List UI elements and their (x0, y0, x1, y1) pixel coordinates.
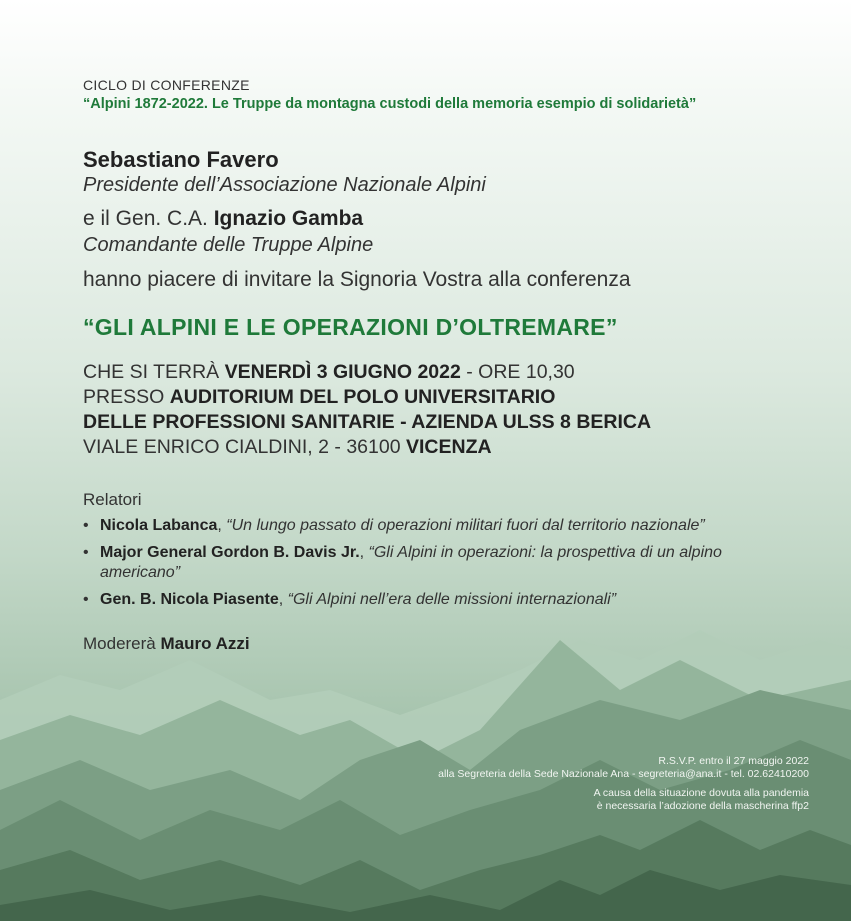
bullet: • (83, 591, 89, 608)
pandemic-note-2: è necessaria l’adozione della mascherina ffp2 (596, 800, 809, 812)
speaker-name: Nicola Labanca (100, 517, 218, 534)
speaker-separator: , (217, 517, 227, 534)
moderator-line (83, 634, 250, 654)
host-role: Presidente dell’Associazione Nazionale Alpini (83, 174, 486, 196)
event-venue-line-1 (83, 385, 651, 410)
speaker-name: Gen. B. Nicola Piasente (100, 591, 279, 608)
cohost-line (83, 207, 363, 231)
pandemic-note-1: A causa della situazione dovuta alla pandemia (593, 787, 809, 799)
event-venue-line-2 (83, 410, 651, 435)
bullet: • (83, 544, 89, 561)
bullet: • (83, 517, 89, 534)
speaker-separator: , (359, 544, 369, 561)
speakers-list (83, 516, 823, 617)
moderator-prefix: Modererà (83, 634, 161, 653)
invite-line: hanno piacere di invitare la Signoria Vostra alla conferenza (83, 268, 631, 291)
speaker-item (83, 543, 760, 583)
speaker-item (83, 590, 823, 610)
speakers-label: Relatori (83, 490, 142, 509)
rsvp-deadline: R.S.V.P. entro il 27 maggio 2022 (658, 755, 809, 767)
date-prefix: CHE SI TERRÀ (83, 361, 225, 383)
venue-name-2: DELLE PROFESSIONI SANITARIE - AZIENDA ULSS 8 BERICA (83, 411, 652, 433)
event-details (83, 360, 651, 460)
cohost-name: Ignazio Gamba (213, 207, 364, 230)
speaker-talk-title: “Gli Alpini in operazioni: la prospettiva di un alpino americano” (100, 544, 722, 581)
speaker-separator: , (278, 591, 288, 608)
event-date-line (83, 360, 651, 385)
venue-address: VIALE ENRICO CIALDINI, 2 - 36100 (83, 436, 406, 458)
venue-name-1: AUDITORIUM DEL POLO UNIVERSITARIO (169, 386, 556, 408)
moderator-name: Mauro Azzi (160, 634, 250, 653)
conference-series-label: CICLO DI CONFERENZE (83, 77, 250, 93)
conference-title: “GLI ALPINI E LE OPERAZIONI D’OLTREMARE” (83, 314, 618, 340)
cohost-role: Comandante delle Truppe Alpine (83, 234, 374, 256)
rsvp-contact: alla Segreteria della Sede Nazionale Ana - segreteria@ana.it - tel. 02.62410200 (438, 768, 809, 780)
venue-city: VICENZA (405, 436, 492, 458)
speaker-talk-title: “Gli Alpini nell’era delle missioni internazionali” (287, 591, 617, 608)
event-address-line (83, 435, 651, 460)
venue-prefix: PRESSO (83, 386, 170, 408)
cohost-prefix: e il Gen. C.A. (83, 207, 214, 230)
conference-series-title: “Alpini 1872-2022. Le Truppe da montagna custodi della memoria esempio di solidarietà” (83, 96, 697, 112)
event-time: - ORE 10,30 (460, 361, 575, 383)
speaker-item (83, 516, 823, 536)
speaker-name: Major General Gordon B. Davis Jr. (100, 544, 360, 561)
host-name: Sebastiano Favero (83, 147, 279, 172)
event-date: VENERDÌ 3 GIUGNO 2022 (224, 361, 461, 383)
speaker-talk-title: “Un lungo passato di operazioni militari fuori dal territorio nazionale” (226, 517, 705, 534)
rsvp-block (438, 755, 809, 813)
